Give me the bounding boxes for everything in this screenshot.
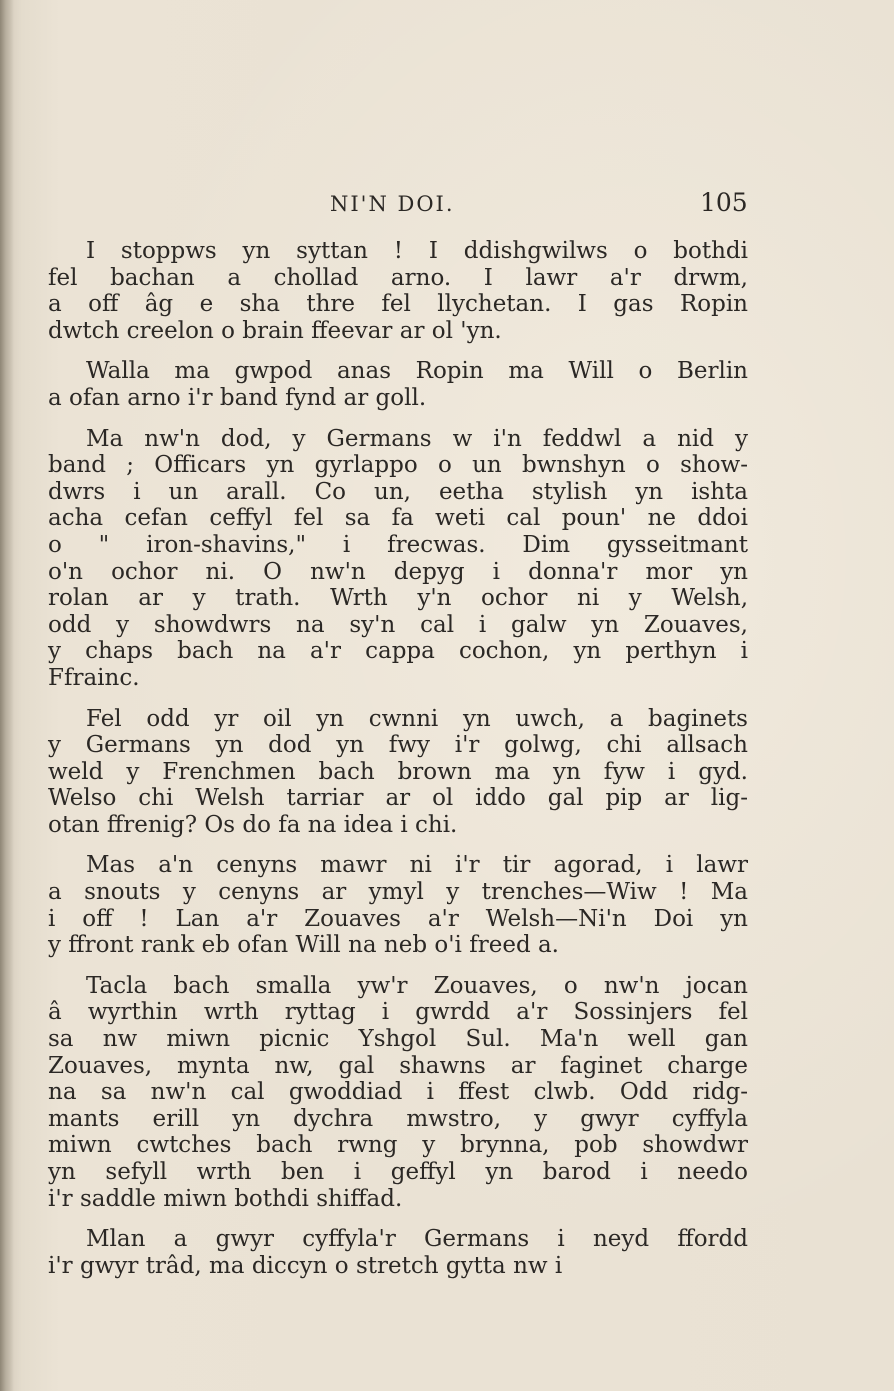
- paragraph: [48, 238, 748, 344]
- body-text: [48, 238, 748, 1293]
- text-line: mants erill yn dychra mwstro, y gwyr cyffyla: [48, 1105, 748, 1132]
- text-line: miwn cwtches bach rwng y brynna, pob showdwr: [48, 1132, 748, 1159]
- text-line: a off âg e sha thre fel llychetan. I gas Ropin: [48, 291, 748, 318]
- text-line: a snouts y cenyns ar ymyl y trenches—Wiw ! Ma: [48, 879, 748, 906]
- text-line: sa nw miwn picnic Yshgol Sul. Ma'n well gan: [48, 1026, 748, 1053]
- text-line: weld y Frenchmen bach brown ma yn fyw i gyd.: [48, 758, 748, 785]
- text-line: y ffront rank eb ofan Will na neb o'i freed a.: [48, 932, 559, 959]
- text-line: y Germans yn dod yn fwy i'r golwg, chi allsach: [48, 732, 748, 759]
- text-line: na sa nw'n cal gwoddiad i ffest clwb. Odd ridg-: [48, 1079, 748, 1106]
- text-line: dwtch creelon o brain ffeevar ar ol 'yn.: [48, 317, 502, 344]
- text-line: i'r gwyr trâd, ma diccyn o stretch gytta nw i: [48, 1252, 563, 1279]
- text-line: fel bachan a chollad arno. I lawr a'r drwm,: [48, 264, 748, 291]
- paragraph: [48, 973, 748, 1212]
- text-line: Tacla bach smalla yw'r Zouaves, o nw'n jocan: [86, 972, 748, 999]
- text-line: Mas a'n cenyns mawr ni i'r tir agorad, i lawr: [86, 852, 748, 879]
- text-line: o " iron-shavins," i frecwas. Dim gysseitmant: [48, 531, 748, 558]
- text-line: Mlan a gwyr cyffyla'r Germans i neyd ffordd: [86, 1226, 748, 1253]
- text-line: Ma nw'n dod, y Germans w i'n feddwl a nid y: [86, 425, 748, 452]
- paragraph: [48, 358, 748, 411]
- text-line: band ; Officars yn gyrlappo o un bwnshyn o show-: [48, 452, 748, 479]
- page-header: [0, 186, 894, 226]
- text-line: o'n ochor ni. O nw'n depyg i donna'r mor yn: [48, 558, 748, 585]
- text-line: Fel odd yr oil yn cwnni yn uwch, a baginets: [86, 705, 748, 732]
- paragraph: [48, 1226, 748, 1279]
- text-line: i'r saddle miwn bothdi shiffad.: [48, 1185, 403, 1212]
- paragraph: [48, 706, 748, 839]
- paragraph: [48, 426, 748, 692]
- text-line: dwrs i un arall. Co un, eetha stylish yn ishta: [48, 478, 748, 505]
- page-number: 105: [700, 188, 748, 217]
- text-line: Welso chi Welsh tarriar ar ol iddo gal pip ar lig-: [48, 785, 748, 812]
- text-line: Zouaves, mynta nw, gal shawns ar faginet charge: [48, 1052, 748, 1079]
- text-line: a ofan arno i'r band fynd ar goll.: [48, 384, 427, 411]
- text-line: Ffrainc.: [48, 664, 140, 691]
- text-line: â wyrthin wrth ryttag i gwrdd a'r Sossinjers fel: [48, 999, 748, 1026]
- text-line: odd y showdwrs na sy'n cal i galw yn Zouaves,: [48, 611, 748, 638]
- text-line: i off ! Lan a'r Zouaves a'r Welsh—Ni'n Doi yn: [48, 905, 748, 932]
- text-line: Walla ma gwpod anas Ropin ma Will o Berlin: [86, 358, 748, 385]
- text-line: rolan ar y trath. Wrth y'n ochor ni y Welsh,: [48, 585, 748, 612]
- text-line: yn sefyll wrth ben i geffyl yn barod i needo: [48, 1159, 748, 1185]
- running-head: NI'N DOI.: [330, 192, 455, 216]
- text-line: acha cefan ceffyl fel sa fa weti cal poun' ne ddoi: [48, 505, 748, 532]
- paragraph: [48, 852, 748, 958]
- text-line: y chaps bach na a'r cappa cochon, yn perthyn i: [48, 638, 748, 665]
- text-line: otan ffrenig? Os do fa na idea i chi.: [48, 811, 458, 838]
- text-line: I stoppws yn syttan ! I ddishgwilws o bothdi: [86, 238, 748, 264]
